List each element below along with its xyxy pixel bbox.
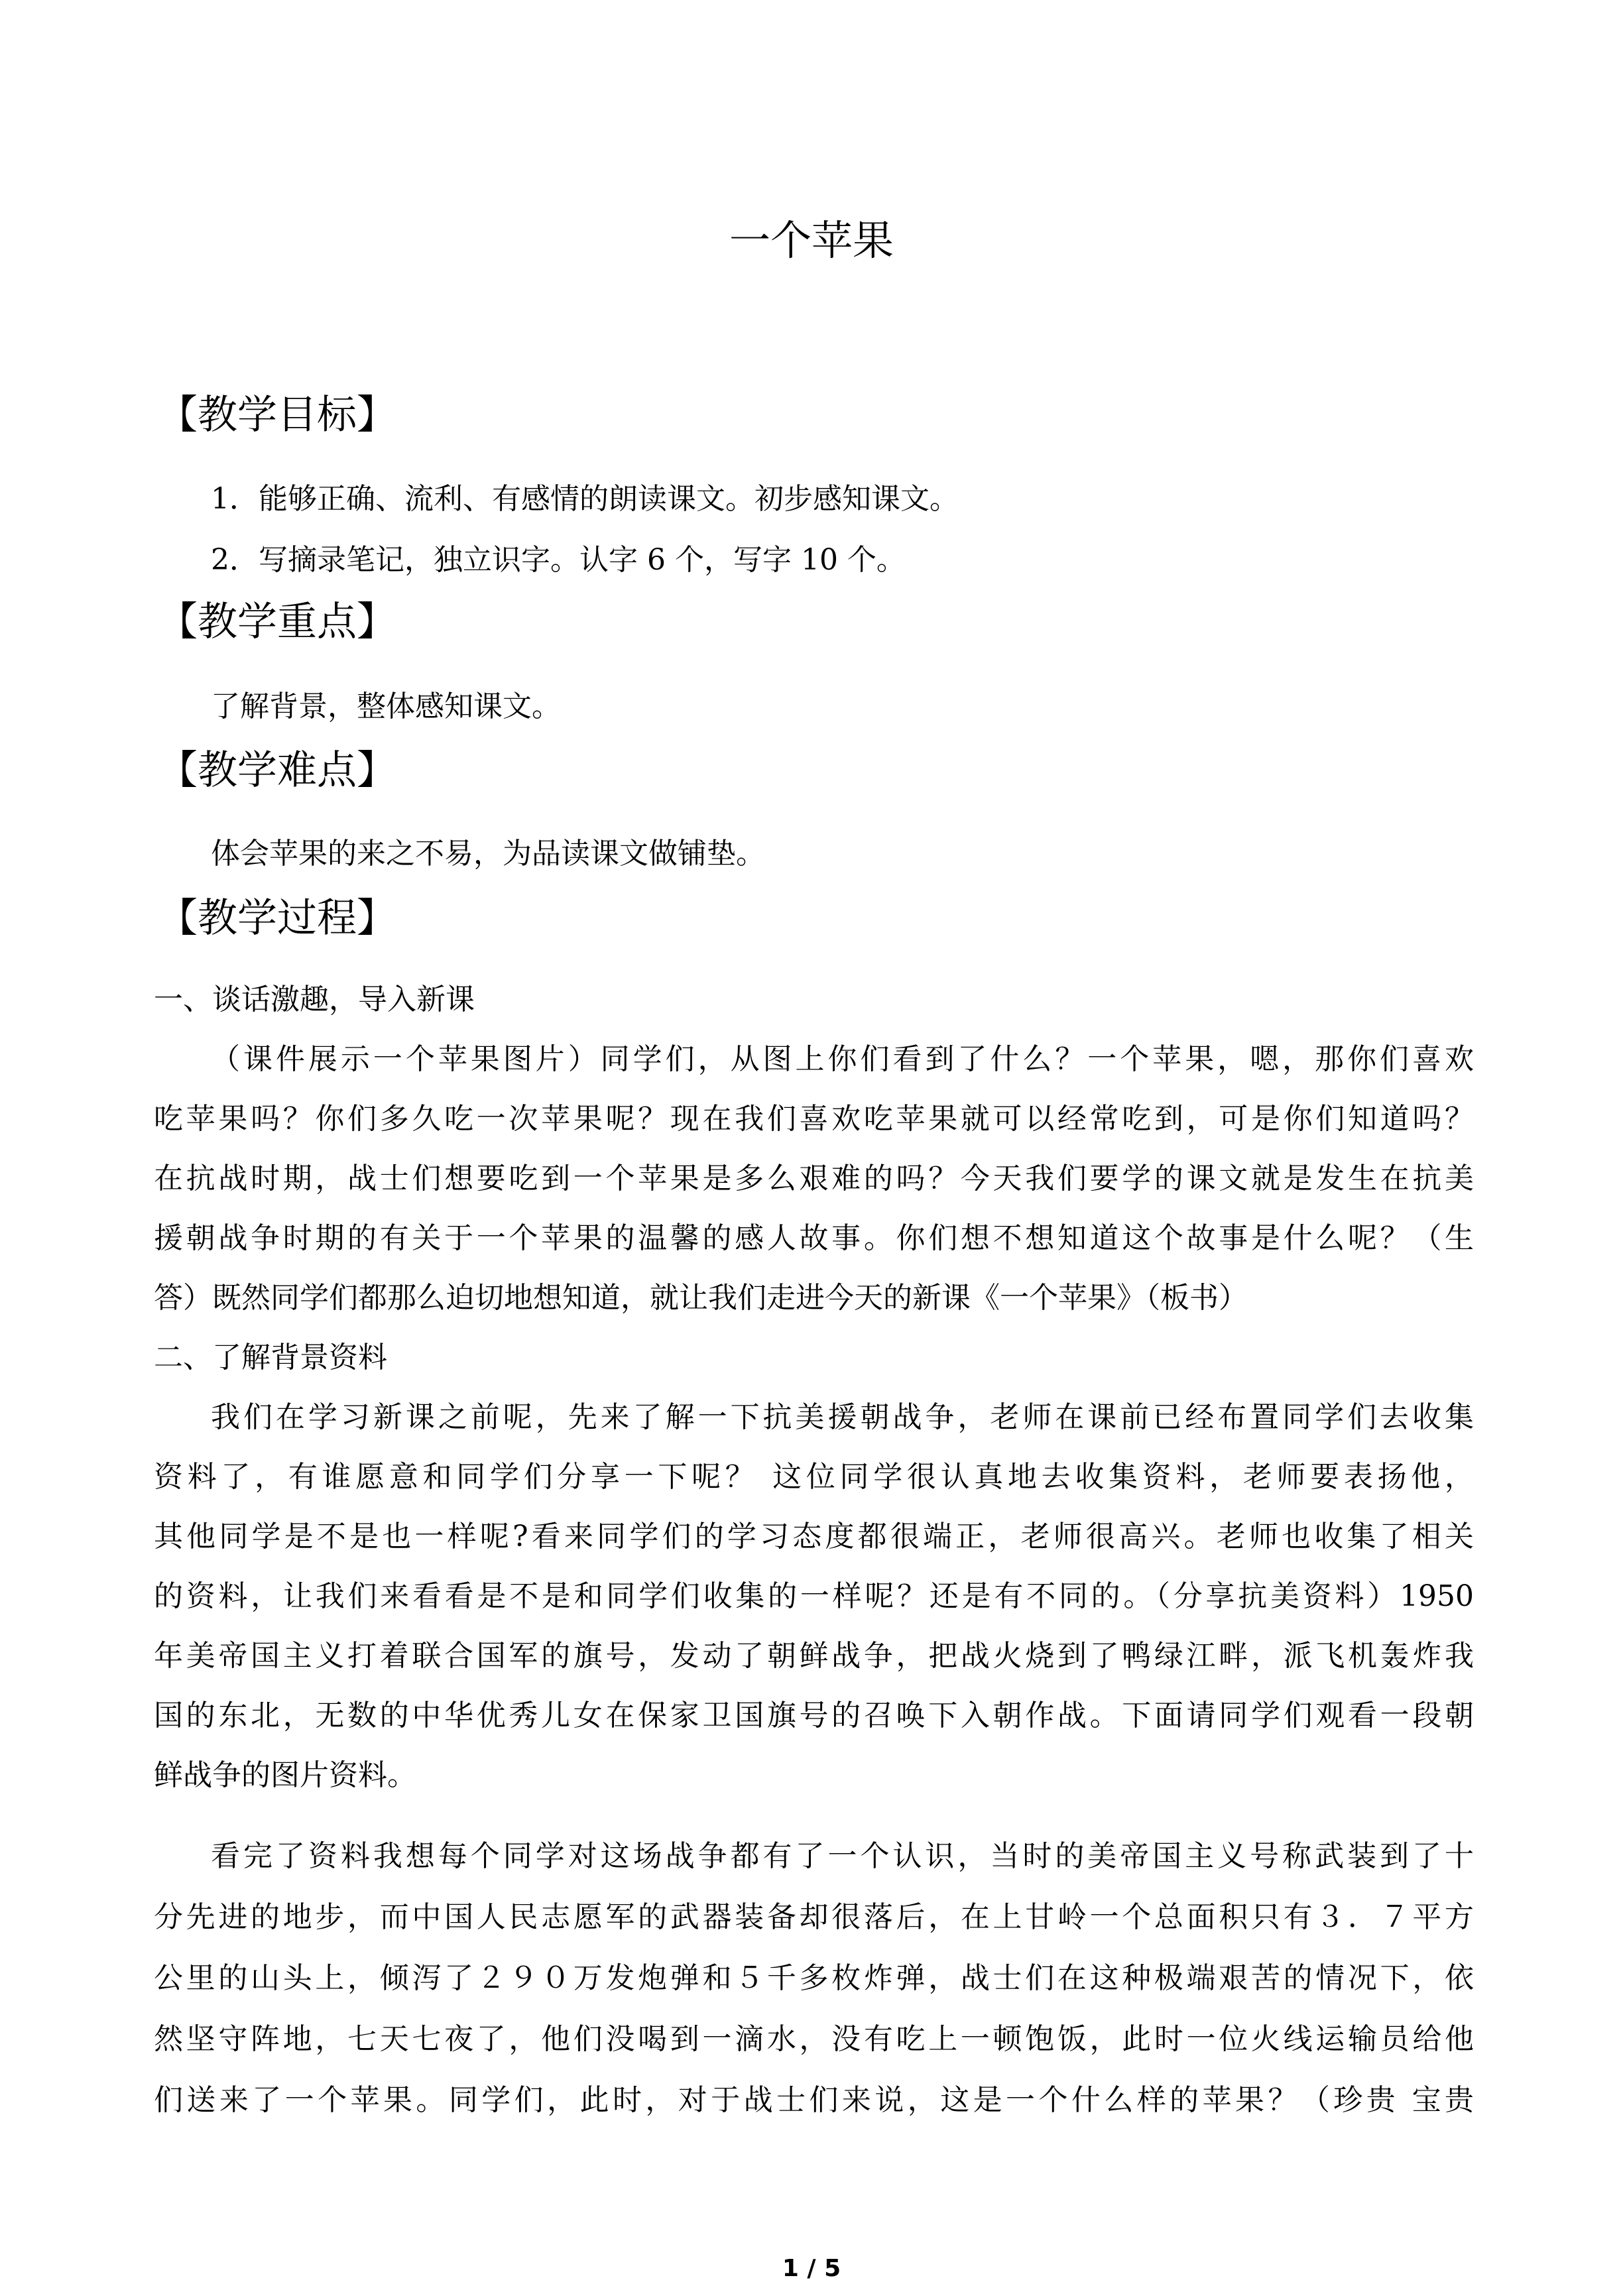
heading-teaching-process: 【教学过程】 [158, 895, 396, 941]
objective-item-1: 1．能够正确、流利、有感情的朗读课文。初步感知课文。 [211, 482, 959, 516]
part2-para1-line-1: 我们在学习新课之前呢，先来了解一下抗美援朝战争，老师在课前已经布置同学们去收集 [211, 1400, 1474, 1434]
part2-title: 二、了解背景资料 [154, 1341, 387, 1374]
heading-difficulties: 【教学难点】 [158, 747, 396, 794]
part1-para-line-2: 吃苹果吗？你们多久吃一次苹果呢？现在我们喜欢吃苹果就可以经常吃到，可是你们知道吗？ [154, 1102, 1474, 1136]
part2-para1-line-6: 国的东北，无数的中华优秀儿女在保家卫国旗号的召唤下入朝作战。下面请同学们观看一段朝 [154, 1699, 1474, 1732]
part2-para1-line-3: 其他同学是不是也一样呢?看来同学们的学习态度都很端正，老师很高兴。老师也收集了相关 [154, 1520, 1474, 1553]
part2-para1-line-2: 资料了，有谁愿意和同学们分享一下呢？ 这位同学很认真地去收集资料，老师要表扬他， [154, 1460, 1474, 1494]
part2-para2-line-4: 然坚守阵地，七天七夜了，他们没喝到一滴水，没有吃上一顿饱饭，此时一位火线运输员给他 [154, 2022, 1474, 2056]
part2-para2-line-2: 分先进的地步，而中国人民志愿军的武器装备却很落后，在上甘岭一个总面积只有３．７平方 [154, 1900, 1474, 1934]
heading-teaching-objectives: 【教学目标】 [158, 392, 396, 438]
part2-para1-line-5: 年美帝国主义打着联合国军的旗号，发动了朝鲜战争，把战火烧到了鸭绿江畔，派飞机轰炸我 [154, 1639, 1474, 1673]
difficulties-text: 体会苹果的来之不易，为品读课文做铺垫。 [211, 837, 765, 871]
key-points-text: 了解背景，整体感知课文。 [211, 690, 561, 723]
part2-para2-line-3: 公里的山头上，倾泻了２９０万发炮弹和５千多枚炸弹，战士们在这种极端艰苦的情况下，依 [154, 1961, 1474, 1995]
document-title: 一个苹果 [729, 216, 894, 265]
part1-para-line-3: 在抗战时期，战士们想要吃到一个苹果是多么艰难的吗？今天我们要学的课文就是发生在抗美 [154, 1162, 1474, 1195]
part2-para2-line-1: 看完了资料我想每个同学对这场战争都有了一个认识，当时的美帝国主义号称武装到了十 [211, 1839, 1474, 1873]
part1-para-line-4: 援朝战争时期的有关于一个苹果的温馨的感人故事。你们想不想知道这个故事是什么呢？（生 [154, 1221, 1474, 1255]
part2-para2-line-5: 们送来了一个苹果。同学们，此时，对于战士们来说，这是一个什么样的苹果？（珍贵 宝贵 [154, 2083, 1474, 2117]
part2-para1-line-4: 的资料，让我们来看看是不是和同学们收集的一样呢？还是有不同的。（分享抗美资料）1950 [154, 1579, 1474, 1613]
part2-para1-line-7: 鲜战争的图片资料。 [154, 1758, 416, 1792]
page-number: 1 / 5 [782, 2255, 841, 2282]
part1-para-line-5: 答）既然同学们都那么迫切地想知道，就让我们走进今天的新课《一个苹果》（板书） [154, 1281, 1248, 1315]
objective-item-2: 2．写摘录笔记，独立识字。认字 6 个，写字 10 个。 [211, 543, 906, 577]
heading-key-points: 【教学重点】 [158, 599, 396, 645]
part1-para-line-1: （课件展示一个苹果图片）同学们，从图上你们看到了什么？一个苹果，嗯，那你们喜欢 [211, 1042, 1474, 1076]
part1-title: 一、谈话激趣，导入新课 [154, 983, 475, 1016]
